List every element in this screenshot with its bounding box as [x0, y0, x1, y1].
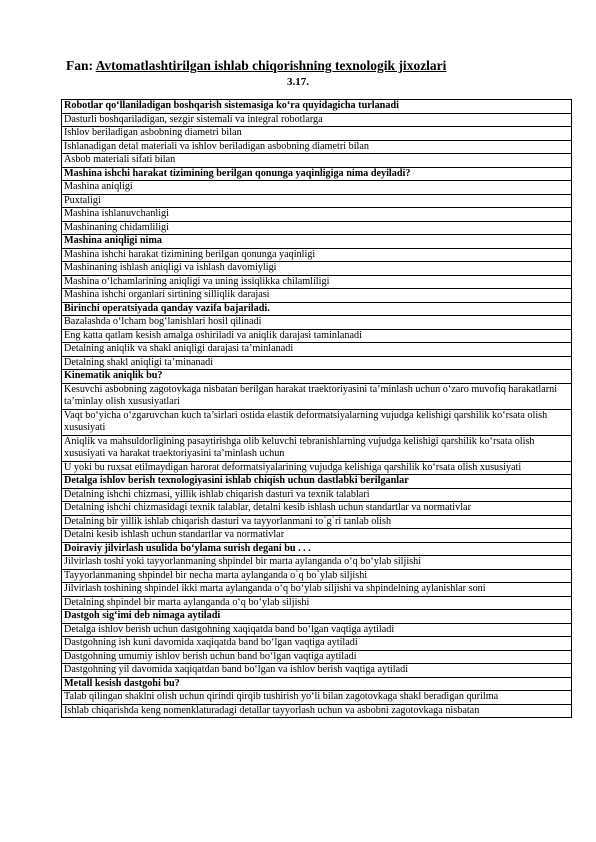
answer-row	[62, 409, 572, 435]
questions-table	[61, 99, 572, 718]
answer-text: Ishlov beriladigan asbobning diametri bilan	[62, 127, 572, 141]
answer-row	[62, 515, 572, 529]
answer-text: Mashina ishchi harakat tizimining berilgan qonunga yaqinligi	[62, 248, 572, 262]
answer-row	[62, 343, 572, 357]
question-row	[62, 235, 572, 249]
answer-text: Eng katta qatlam kesish amalga oshiriladi va aniqlik darajasi taminlanadi	[62, 329, 572, 343]
answer-text: Mashina aniqligi	[62, 181, 572, 195]
answer-row	[62, 383, 572, 409]
answer-text: Asbob materiali sifati bilan	[62, 154, 572, 168]
question-row	[62, 100, 572, 114]
question-text: Robotlar qo‘llaniladigan boshqarish sistemasiga ko‘ra quyidagicha turlanadi	[62, 100, 572, 114]
answer-text: Detalning ishchi chizmasidagi texnik talablar, detalni kesib ishlash uchun standartlar va normativlar	[62, 502, 572, 516]
answer-row	[62, 435, 572, 461]
answer-text: Vaqt bo‘yicha o‘zgaruvchan kuch ta’sirlari ostida elastik deformatsiyalarning vujudga kelishigi qarshilik ko‘rsata olish xususiyati	[62, 409, 572, 435]
answer-text: Detalning aniqlik va shakl aniqligi darajasi ta’minlanadi	[62, 343, 572, 357]
question-text: Mashina ishchi harakat tizimining berilgan qonunga yaqinligiga nima deyiladi?	[62, 167, 572, 181]
question-text: Dastgoh sig‘imi deb nimaga aytiladi	[62, 610, 572, 624]
answer-row	[62, 316, 572, 330]
question-row	[62, 475, 572, 489]
answer-row	[62, 113, 572, 127]
answer-row	[62, 637, 572, 651]
answer-row	[62, 529, 572, 543]
question-text: Metall kesish dastgohi bu?	[62, 677, 572, 691]
answer-text: Tayyorlanmaning shpindel bir necha marta aylanganda o`q bo`ylab siljishi	[62, 569, 572, 583]
answer-text: Ishlab chiqarishda keng nomenklaturadagi detallar tayyorlash uchun va asbobni zagotovkaga nisbatan	[62, 704, 572, 718]
answer-text: Detalning shakl aniqligi ta’minanadi	[62, 356, 572, 370]
answer-text: Talab qilingan shaklni olish uchun qirindi qirqib tushirish yo‘li bilan zagotovkaga shakl beradigan qurilma	[62, 691, 572, 705]
answer-row	[62, 194, 572, 208]
answer-text: Detalning shpindel bir marta aylanganda o‘q bo‘ylab siljishi	[62, 596, 572, 610]
answer-row	[62, 664, 572, 678]
answer-row	[62, 248, 572, 262]
answer-text: Mashina ishlanuvchanligi	[62, 208, 572, 222]
answer-row	[62, 704, 572, 718]
answer-row	[62, 691, 572, 705]
answer-row	[62, 329, 572, 343]
question-row	[62, 542, 572, 556]
answer-row	[62, 140, 572, 154]
answer-text: Dasturli boshqariladigan, sezgir sistemali va integral robotlarga	[62, 113, 572, 127]
answer-row	[62, 275, 572, 289]
answer-row	[62, 461, 572, 475]
question-text: Doiraviy jilvirlash usulida bo‘ylama surish degani bu . . .	[62, 542, 572, 556]
answer-row	[62, 181, 572, 195]
answer-row	[62, 596, 572, 610]
answer-row	[62, 583, 572, 597]
answer-text: Detalga ishlov berish uchun dastgohning xaqiqatda band bo‘lgan vaqtiga aytiladi	[62, 623, 572, 637]
answer-row	[62, 127, 572, 141]
answer-text: Ishlanadigan detal materiali va ishlov beriladigan asbobning diametri bilan	[62, 140, 572, 154]
answer-row	[62, 556, 572, 570]
question-text: Mashina aniqligi nima	[62, 235, 572, 249]
answer-text: Dastgohning umumiy ishlov berish uchun band bo‘lgan vaqtiga aytiladi	[62, 650, 572, 664]
answer-text: Dastgohning yil davomida xaqiqatdan band bo‘lgan va ishlov berish vaqtiga aytiladi	[62, 664, 572, 678]
answer-text: Kesuvchi asbobning zagotovkaga nisbatan berilgan harakat traektoriyasini ta’minlash uchun o‘zaro muvofiq harakatlarni ta’minlay olish xususiyatlari	[62, 383, 572, 409]
answer-text: Detalning bir yillik ishlab chiqarish dasturi va tayyorlanmani to`g`ri tanlab olish	[62, 515, 572, 529]
questions-table-body	[62, 100, 572, 718]
answer-row	[62, 221, 572, 235]
answer-text: Aniqlik va mahsuldorligining pasaytirishga olib keluvchi tebranishlarning vujudga kelishigi qarshilik ko‘rsata olish xususiyati va harakat traektoriyasini ta’minlash uchun	[62, 435, 572, 461]
question-row	[62, 677, 572, 691]
answer-row	[62, 262, 572, 276]
answer-text: Mashinaning ishlash aniqligi va ishlash davomiyligi	[62, 262, 572, 276]
answer-row	[62, 154, 572, 168]
question-block-number: 3.17.	[287, 76, 309, 88]
question-text: Kinematik aniqlik bu?	[62, 370, 572, 384]
answer-text: Mashinaning chidamliligi	[62, 221, 572, 235]
answer-text: Dastgohning ish kuni davomida xaqiqatda band bo‘lgan vaqtiga aytiladi	[62, 637, 572, 651]
answer-text: Puxtaligi	[62, 194, 572, 208]
answer-text: Jilvirlash toshi yoki tayyorlanmaning shpindel bir marta aylanganda o‘q bo‘ylab siljishi	[62, 556, 572, 570]
question-row	[62, 610, 572, 624]
answer-text: U yoki bu ruxsat etilmaydigan harorat deformatsiyalarining vujudga kelishiga qarshilik ko‘rsata olish xususiyati	[62, 461, 572, 475]
answer-text: Mashina ishchi organlari sirtining silliqlik darajasi	[62, 289, 572, 303]
question-row	[62, 302, 572, 316]
answer-text: Bazalashda o‘lcham bog‘lanishlari hosil qilinadi	[62, 316, 572, 330]
question-row	[62, 167, 572, 181]
answer-text: Mashina o‘lchamlarining aniqligi va uning issiqlikka chilamliligi	[62, 275, 572, 289]
answer-text: Jilvirlash toshining shpindel ikki marta aylanganda o‘q bo‘ylab siljishi va shpindelning aylanishlar soni	[62, 583, 572, 597]
answer-row	[62, 623, 572, 637]
answer-row	[62, 289, 572, 303]
question-text: Detalga ishlov berish texnologiyasini ishlab chiqish uchun dastlabki berilganlar	[62, 475, 572, 489]
answer-text: Detalning ishchi chizmasi, yillik ishlab chiqarish dasturi va texnik talablari	[62, 488, 572, 502]
answer-row	[62, 569, 572, 583]
answer-text: Detalni kesib ishlash uchun standartlar va normativlar	[62, 529, 572, 543]
subject-label: Fan:	[66, 58, 93, 73]
answer-row	[62, 208, 572, 222]
answer-row	[62, 502, 572, 516]
answer-row	[62, 356, 572, 370]
answer-row	[62, 650, 572, 664]
answer-row	[62, 488, 572, 502]
document-header	[66, 58, 446, 74]
subject-title: Avtomatlashtirilgan ishlab chiqorishning texnologik jixozlari	[95, 58, 447, 73]
question-text: Birinchi operatsiyada qanday vazifa bajariladi.	[62, 302, 572, 316]
question-row	[62, 370, 572, 384]
